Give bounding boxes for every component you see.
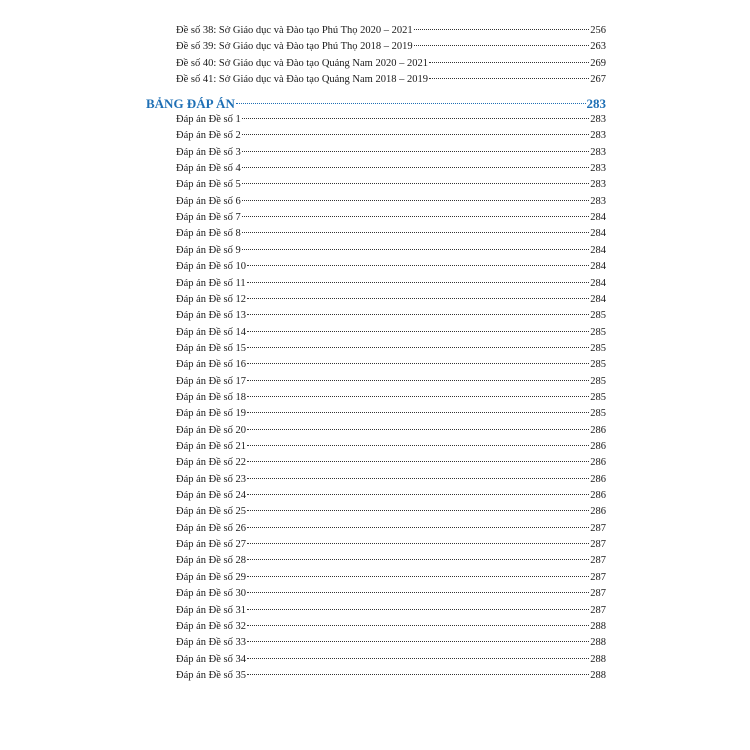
toc-entry-label: Đáp án Đề số 29	[176, 571, 246, 583]
toc-entry[interactable]	[176, 195, 606, 209]
toc-entry[interactable]	[176, 473, 606, 487]
toc-page-number: 283	[586, 96, 606, 111]
toc-entry[interactable]	[176, 456, 606, 470]
toc-section-heading[interactable]	[146, 96, 606, 112]
toc-entry-label: Đáp án Đề số 11	[176, 277, 246, 289]
toc-page-number: 283	[590, 195, 606, 207]
toc-entry-label: Đáp án Đề số 5	[176, 179, 241, 191]
toc-entry[interactable]	[176, 113, 606, 127]
toc-page-number: 267	[590, 74, 606, 86]
toc-entry[interactable]	[176, 178, 606, 192]
toc-page-number: 283	[590, 130, 606, 142]
dot-leader	[242, 199, 590, 201]
toc-entry-label: Đáp án Đề số 1	[176, 114, 241, 125]
toc-page-number: 286	[590, 473, 606, 485]
toc-entry[interactable]	[176, 342, 606, 356]
toc-page-number: 287	[590, 588, 606, 600]
toc-page-number: 269	[590, 57, 606, 69]
toc-entry-label: Đề số 38: Sở Giáo dục và Đào tạo Phú Thọ 2020 – 2021	[176, 25, 413, 36]
toc-entry[interactable]	[176, 227, 606, 241]
dot-leader	[247, 526, 589, 528]
toc-page-number: 286	[590, 490, 606, 502]
toc-entry-label: Đáp án Đề số 4	[176, 163, 241, 175]
toc-entry[interactable]	[176, 293, 606, 307]
toc-entry[interactable]	[176, 554, 606, 568]
toc-page-number: 287	[590, 522, 606, 534]
dot-leader	[242, 182, 590, 184]
toc-page-number: 286	[590, 441, 606, 452]
toc-entry-label: Đáp án Đề số 32	[176, 620, 246, 632]
dot-leader	[242, 117, 590, 119]
toc-page-number: 285	[590, 391, 606, 403]
dot-leader	[242, 133, 590, 135]
toc-entry[interactable]	[176, 24, 606, 38]
toc-entry-label: Đáp án Đề số 16	[176, 359, 246, 371]
dot-leader	[247, 608, 589, 610]
toc-entry[interactable]	[176, 407, 606, 421]
toc-entry[interactable]	[176, 73, 606, 87]
toc-entry-label: Đáp án Đề số 34	[176, 653, 246, 665]
toc-entry[interactable]	[176, 489, 606, 503]
toc-entry[interactable]	[176, 636, 606, 650]
toc-page-number: 286	[590, 457, 606, 469]
dot-leader	[247, 558, 589, 560]
dot-leader	[242, 150, 590, 152]
toc-page-number: 256	[590, 25, 606, 36]
toc-entry[interactable]	[176, 260, 606, 274]
toc-entry[interactable]	[176, 146, 606, 160]
dot-leader	[247, 379, 589, 381]
toc-page-number: 283	[590, 163, 606, 175]
toc-page-number: 285	[590, 342, 606, 354]
dot-leader	[247, 640, 589, 642]
toc-page-number: 286	[590, 506, 606, 518]
toc-entry-label: Đáp án Đề số 33	[176, 637, 246, 649]
dot-leader	[247, 330, 589, 332]
toc-entry-label: Đáp án Đề số 3	[176, 146, 241, 158]
toc-page-number: 283	[590, 179, 606, 191]
toc-entry[interactable]	[176, 57, 606, 71]
toc-page-number: 288	[590, 653, 606, 665]
dot-leader	[247, 477, 589, 479]
toc-page-number: 287	[590, 604, 606, 616]
dot-leader	[429, 61, 589, 63]
dot-leader	[247, 281, 590, 283]
dot-leader	[247, 493, 589, 495]
toc-entry-label: Đáp án Đề số 15	[176, 342, 246, 354]
toc-entry-label: Đề số 39: Sở Giáo dục và Đào tạo Phú Thọ 2018 – 2019	[176, 41, 413, 53]
toc-entry-label: Đáp án Đề số 24	[176, 490, 246, 502]
toc-entry[interactable]	[176, 571, 606, 585]
toc-entry-label: Đáp án Đề số 25	[176, 506, 246, 518]
dot-leader	[247, 673, 589, 675]
toc-entry-label: Đáp án Đề số 17	[176, 375, 246, 387]
toc-page-number: 286	[590, 424, 606, 436]
dot-leader	[247, 575, 589, 577]
toc-page-number: 284	[590, 228, 606, 240]
dot-leader	[247, 624, 589, 626]
dot-leader	[247, 411, 589, 413]
dot-leader	[247, 460, 589, 462]
dot-leader	[247, 591, 589, 593]
toc-page-number: 285	[590, 326, 606, 338]
toc-entry[interactable]	[176, 587, 606, 601]
toc-entry[interactable]	[176, 129, 606, 143]
toc-entry[interactable]	[176, 424, 606, 438]
dot-leader	[247, 346, 589, 348]
toc-entry-label: Đáp án Đề số 9	[176, 244, 241, 256]
dot-leader	[247, 509, 589, 511]
toc-entry[interactable]	[176, 244, 606, 258]
dot-leader	[247, 444, 589, 446]
dot-leader	[247, 657, 589, 659]
toc-entry-label: Đáp án Đề số 27	[176, 539, 246, 551]
toc-entry-label: Đáp án Đề số 8	[176, 228, 241, 240]
dot-leader	[247, 313, 589, 315]
toc-entry-label: Đề số 40: Sở Giáo dục và Đào tạo Quảng Nam 2020 – 2021	[176, 57, 428, 69]
toc-page-number: 284	[590, 244, 606, 256]
toc-page-number: 284	[590, 212, 606, 224]
toc-page-number: 263	[590, 41, 606, 53]
toc-entry-label: Đáp án Đề số 21	[176, 441, 246, 452]
dot-leader	[429, 77, 589, 79]
toc-entry-label: Đáp án Đề số 22	[176, 457, 246, 469]
dot-leader	[242, 215, 590, 217]
toc-page-number: 284	[590, 293, 606, 305]
toc-entry-label: Đáp án Đề số 18	[176, 391, 246, 403]
dot-leader	[247, 542, 589, 544]
toc-entry[interactable]	[176, 277, 606, 291]
toc-entry[interactable]	[176, 375, 606, 389]
toc-page-number: 285	[590, 408, 606, 420]
toc-page-number: 285	[590, 375, 606, 387]
toc-entry[interactable]	[176, 440, 606, 454]
toc-entry-label: Đáp án Đề số 2	[176, 130, 241, 142]
toc-entry-label: Đáp án Đề số 19	[176, 408, 246, 420]
toc-entry[interactable]	[176, 391, 606, 405]
toc-page-number: 285	[590, 359, 606, 371]
toc-entry[interactable]	[176, 669, 606, 683]
toc-entry-label: Đáp án Đề số 26	[176, 522, 246, 534]
toc-entry-label: Đáp án Đề số 20	[176, 424, 246, 436]
toc-entry[interactable]	[176, 211, 606, 225]
toc-page-number: 288	[590, 669, 606, 681]
dot-leader	[247, 428, 589, 430]
toc-page-number: 288	[590, 637, 606, 649]
toc-page-number: 284	[590, 261, 606, 273]
toc-entry-label: Đáp án Đề số 23	[176, 473, 246, 485]
toc-entry[interactable]	[176, 522, 606, 536]
dot-leader	[242, 166, 590, 168]
toc-page-number: 287	[590, 555, 606, 567]
toc-page-number: 288	[590, 620, 606, 632]
dot-leader	[414, 28, 590, 30]
dot-leader	[247, 297, 589, 299]
toc-entry-label: Đáp án Đề số 14	[176, 326, 246, 338]
toc-entry[interactable]	[176, 604, 606, 618]
toc-page-number: 283	[590, 114, 606, 125]
toc-entry-label: Đáp án Đề số 7	[176, 212, 241, 224]
toc-entry[interactable]	[176, 358, 606, 372]
toc-entry-label: BẢNG ĐÁP ÁN	[146, 96, 235, 111]
toc-entry-label: Đáp án Đề số 13	[176, 310, 246, 322]
toc-entry[interactable]	[176, 653, 606, 667]
toc-entry-label: Đáp án Đề số 6	[176, 195, 241, 207]
toc-entry[interactable]	[176, 309, 606, 323]
toc-entry-label: Đáp án Đề số 12	[176, 293, 246, 305]
dot-leader	[247, 395, 589, 397]
toc-entry-label: Đáp án Đề số 35	[176, 669, 246, 681]
dot-leader	[247, 264, 589, 266]
toc-page-number: 284	[590, 277, 606, 289]
dot-leader	[414, 44, 590, 46]
toc-entry-label: Đáp án Đề số 28	[176, 555, 246, 567]
dot-leader	[247, 362, 589, 364]
toc-entry[interactable]	[176, 505, 606, 519]
toc-entry[interactable]	[176, 162, 606, 176]
toc-page-number: 285	[590, 310, 606, 322]
toc-entry-label: Đáp án Đề số 30	[176, 588, 246, 600]
toc-entry-label: Đáp án Đề số 10	[176, 261, 246, 273]
toc-entry[interactable]	[176, 620, 606, 634]
dot-leader	[242, 248, 590, 250]
toc-entry[interactable]	[176, 538, 606, 552]
toc-page-number: 283	[590, 146, 606, 158]
toc-entry-label: Đề số 41: Sở Giáo dục và Đào tạo Quảng Nam 2018 – 2019	[176, 74, 428, 86]
toc-page-number: 287	[590, 539, 606, 551]
toc-entry-label: Đáp án Đề số 31	[176, 604, 246, 616]
toc-entry[interactable]	[176, 40, 606, 54]
toc-page-number: 287	[590, 571, 606, 583]
dot-leader	[242, 231, 590, 233]
toc-entry[interactable]	[176, 326, 606, 340]
dot-leader	[236, 102, 586, 104]
